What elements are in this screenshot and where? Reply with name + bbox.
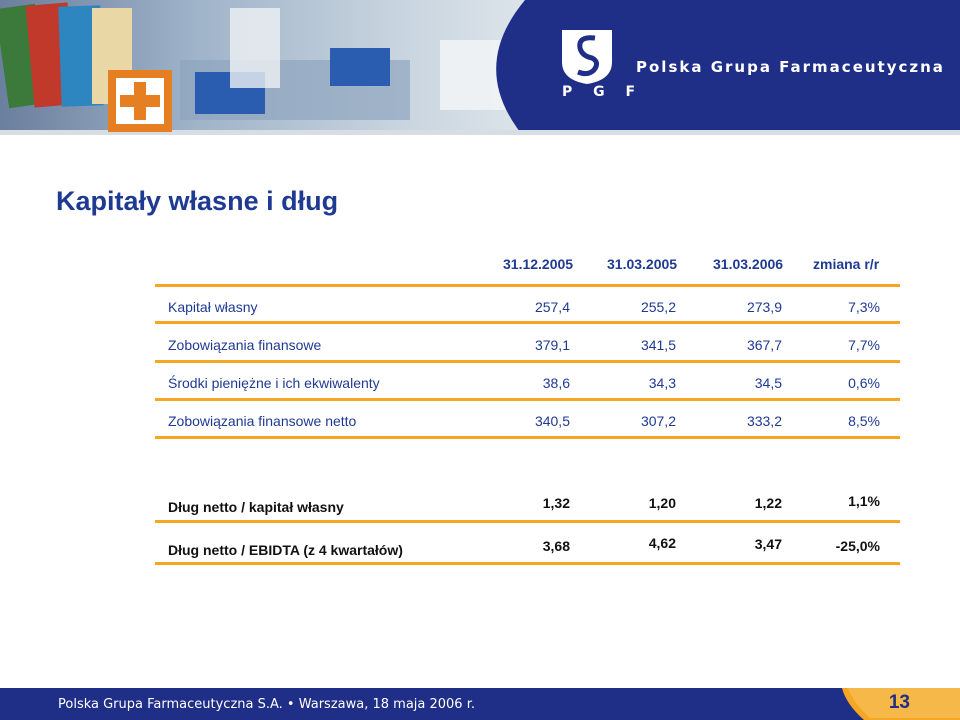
cell-value: 307,2 xyxy=(640,413,676,429)
column-header-2: 31.03.2005 xyxy=(607,256,678,272)
footer-bar xyxy=(0,688,960,720)
cell-value: 273,9 xyxy=(746,299,782,315)
footer-text: Polska Grupa Farmaceutyczna S.A. • Warszawa, 18 maja 2006 r. xyxy=(58,697,475,712)
cell-value: 0,6% xyxy=(848,375,880,391)
row-label: Kapitał własny xyxy=(168,299,258,315)
table-row xyxy=(168,413,888,433)
cell-value: 7,3% xyxy=(848,299,880,315)
cell-value: 3,68 xyxy=(542,538,570,554)
column-header-1: 31.12.2005 xyxy=(503,256,574,272)
cell-value: 379,1 xyxy=(534,337,570,353)
cell-value: 38,6 xyxy=(542,375,570,391)
cell-value: 3,47 xyxy=(754,536,782,552)
cell-value: 341,5 xyxy=(640,337,676,353)
row-label: Dług netto / kapitał własny xyxy=(168,499,344,515)
row-label: Zobowiązania finansowe xyxy=(168,337,322,353)
row-separator xyxy=(155,436,900,439)
row-label: Dług netto / EBIDTA (z 4 kwartałów) xyxy=(168,542,403,558)
page-title: Kapitały własne i dług xyxy=(56,186,339,216)
cell-value: 257,4 xyxy=(534,299,570,315)
row-label: Zobowiązania finansowe netto xyxy=(168,413,357,429)
ratio-row xyxy=(168,493,888,519)
header-separator xyxy=(155,284,900,287)
cell-value: 1,20 xyxy=(648,495,676,511)
row-separator xyxy=(155,360,900,363)
table-row xyxy=(168,375,888,395)
row-label: Środki pieniężne i ich ekwiwalenty xyxy=(168,375,380,391)
cell-value: 340,5 xyxy=(534,413,570,429)
row-separator xyxy=(155,321,900,324)
row-separator xyxy=(155,398,900,401)
cell-value: 8,5% xyxy=(848,413,880,429)
cell-value: 34,5 xyxy=(754,375,782,391)
logo-letters: P G F xyxy=(562,84,644,100)
cell-value: 367,7 xyxy=(746,337,782,353)
cell-value: 7,7% xyxy=(848,337,880,353)
cell-value: 4,62 xyxy=(648,535,676,551)
row-separator xyxy=(155,562,900,565)
table-row xyxy=(168,337,888,357)
ratio-row xyxy=(168,535,888,562)
row-separator xyxy=(155,520,900,523)
header-banner xyxy=(0,0,960,135)
pgf-shield-icon xyxy=(562,30,612,84)
company-name: Polska Grupa Farmaceutyczna xyxy=(636,58,945,76)
cell-value: 34,3 xyxy=(648,375,676,391)
page-number: 13 xyxy=(888,692,910,713)
cell-value: 1,1% xyxy=(848,493,880,509)
cell-value: -25,0% xyxy=(835,538,880,554)
table-row xyxy=(168,299,888,319)
cell-value: 255,2 xyxy=(640,299,676,315)
cell-value: 333,2 xyxy=(746,413,782,429)
cell-value: 1,22 xyxy=(754,495,782,511)
column-header-3: 31.03.2006 xyxy=(713,256,784,272)
column-header-4: zmiana r/r xyxy=(813,256,880,272)
cell-value: 1,32 xyxy=(542,495,570,511)
